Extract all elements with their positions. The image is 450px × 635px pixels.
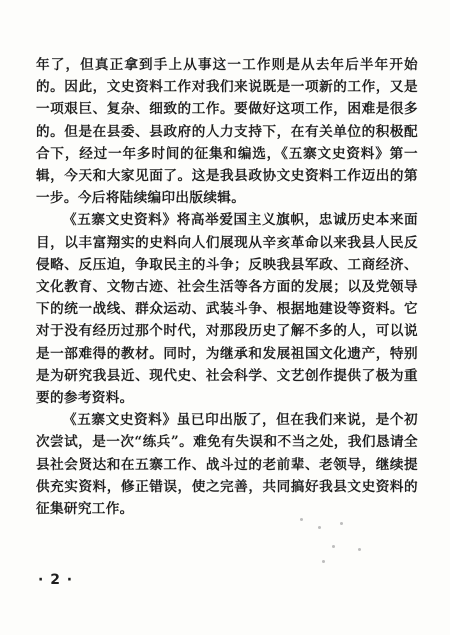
scan-speck [358,548,361,551]
scan-speck [318,526,321,529]
body-text [36,54,418,520]
scan-speck [300,518,303,521]
scan-speck [322,560,325,563]
scan-speck [332,545,335,548]
paragraph-3: 《五寨文史资料》虽已印出版了，但在我们来说，是个初次尝试，是一次“练兵”。难免有失误和不当之处，我们恳请全县社会贤达和在五寨工作、战斗过的老前辈、老领导，继续提供充实资料，修正错误，使之完善，共同搞好我县文史资料的征集研究工作。 [36,412,418,518]
page-number: · 2 · [38,572,74,588]
scan-speck [340,522,343,525]
paragraph-1: 年了，但真正拿到手上从事这一工作则是从去年后半年开始的。因此，文史资料工作对我们来说既是一项新的工作，又是一项艰巨、复杂、细致的工作。要做好这项工作，困难是很多的。但是在县委、县政府的人力支持下，在有关单位的积极配合下，经过一年多时间的征集和编选，《五寨文史资料》第一辑，今天和大家见面了。这是我县政协文史资料工作迈出的第一步。今后将陆续编印出版续辑。 [36,57,418,207]
paragraph-2: 《五寨文史资料》将高举爱国主义旗帜，忠诚历史本来面目，以丰富翔实的史料向人们展现从辛亥革命以来我县人民反侵略、反压迫，争取民主的斗争；反映我县军政、工商经济、文化教育、文物古迹、社会生活等各方面的发展；以及党领导下的统一战线、群众运动、武装斗争、根据地建设等资料。它对于没有经历过那个时代，对那段历史了解不多的人，可以说是一部难得的教材。同时，为继承和发展祖国文化遗产，特别是为研究我县近、现代史、社会科学、文艺创作提供了极为重要的参考资料。 [36,212,418,407]
